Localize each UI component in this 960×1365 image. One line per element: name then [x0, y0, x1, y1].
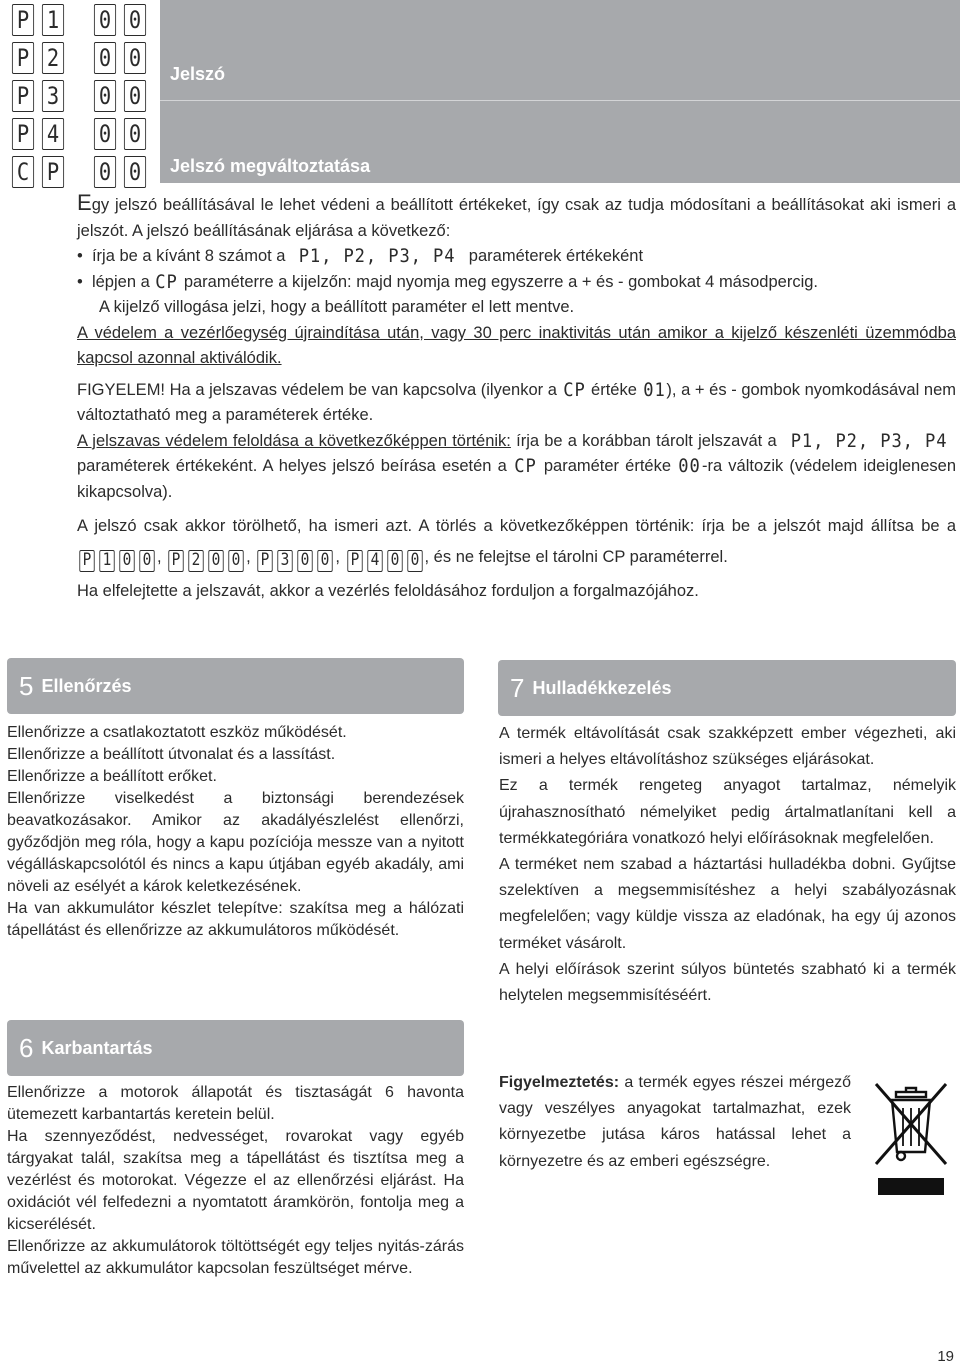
lcd-digit: 0	[94, 118, 116, 150]
lcd-digit: 0	[124, 42, 146, 74]
lcd-digit: P	[169, 550, 184, 572]
display-row	[10, 156, 148, 190]
paragraph: Ha szennyeződést, nedvességet, rovarokat vagy egyéb tárgyakat talál, szakítsa meg a tápellátást és tisztítsa meg a vezérlést és motorokat. Végezze el az ellenőrzési eljárást. Ha oxidációt vél felfedezni a nyomtatott áramkörön, fontolja meg a kicserélését.	[7, 1128, 464, 1233]
lcd-digit: 0	[124, 118, 146, 150]
lcd-digit: P	[12, 42, 34, 74]
lcd-digit: 0	[124, 4, 146, 36]
lcd-digit: P	[12, 118, 34, 150]
display-row	[10, 42, 148, 76]
section-title: Jelszó	[170, 64, 226, 84]
lcd-code-group	[256, 550, 334, 572]
lcd-digit: 0	[387, 550, 402, 572]
lcd-digit: 0	[318, 550, 333, 572]
lcd-digit: P	[12, 80, 34, 112]
lcd-digit: 4	[42, 118, 64, 150]
crossed-out-wheelie-bin-icon	[870, 1078, 952, 1196]
lcd-digit: P	[42, 156, 64, 188]
lcd-digit: 1	[99, 550, 114, 572]
paragraph: Ha van akkumulátor készlet telepítve: szakítsa meg a hálózati tápellátást és ellenőrizze az akkumulátoros működését.	[7, 900, 464, 939]
lcd-digit: 0	[94, 156, 116, 188]
lcd-digit: 3	[42, 80, 64, 112]
header-divider	[160, 100, 960, 101]
warning-paragraph: FIGYELEM! Ha a jelszavas védelem be van kapcsolva (ilyenkor a CP értéke 01), a + és - gombok nyomkodásával nem változtatható meg a paraméterek értéke.	[77, 378, 956, 424]
display-parameter-grid	[10, 4, 148, 194]
lcd-digit: 0	[124, 80, 146, 112]
lcd-code-group	[78, 550, 156, 572]
section-subtitle: Jelszó megváltoztatása	[170, 156, 371, 176]
paragraph: Ez a termék rengeteg anyagot tartalmaz, némelyik újrahasznosítható némelyiket pedig ártalmatlanítani kell a termékkategóriára vonatkozó helyi előírásoknak megfelelően.	[499, 777, 956, 847]
disposal-warning: Figyelmeztetés: a termék egyes részei mérgező vagy veszélyes anyagokat tartalmazhat, ezek környezetbe jutása káros hatással lehet a környezetre és az emberi egészségre.	[499, 1074, 851, 1170]
paragraph: Ellenőrizze a beállított útvonalat és a lassítást.	[7, 746, 336, 763]
lcd-digit: P	[12, 4, 34, 36]
paragraph: Ellenőrizze viselkedést a biztonsági berendezések beavatkozásakor. Amikor az akadályészlelést ellenőrzi, győződjön meg róla, hogy a kapu pozíciója messze van a nyitott végálláskapcsolótól és nincs a kapu útjában egyéb akadály, ami növeli az esélyét a károk keletkezésének.	[7, 790, 464, 895]
lcd-digit: 0	[407, 550, 422, 572]
lcd-digit: 0	[298, 550, 313, 572]
section-6-body	[7, 1082, 464, 1280]
password-instructions	[77, 190, 956, 605]
paragraph: A terméket nem szabad a háztartási hulladékba dobni. Gyűjtse szelektíven a megsemmisítéshez a helyi szabályozásnak megfelelően; vagy küldje vissza az eladónak, ha egy új azonos terméket vásárolt.	[499, 856, 956, 952]
lcd-digit: 0	[94, 80, 116, 112]
lcd-code-group	[167, 550, 245, 572]
lcd-digit: C	[12, 156, 34, 188]
lcd-digit: 4	[367, 550, 382, 572]
paragraph: A helyi előírások szerint súlyos büntetés szabható ki a termék helytelen megsemmisítéséért.	[499, 960, 956, 1005]
list-item: • lépjen a CP paraméterre a kijelzőn: majd nyomja meg egyszerre a + és - gombokat 4 másodpercig. A kijelző villogása jelzi, hogy a beállított paraméter el lett mentve.	[77, 270, 956, 321]
section-header-5: 5 Ellenőrzés	[7, 658, 464, 714]
paragraph: A termék eltávolítását csak szakképzett ember végezheti, aki ismeri a helyes eltávolításhoz szükséges eljárásokat.	[499, 725, 956, 769]
delete-code-sequence: P 1 0 0 , P 2 0 0 , P 3 0 0 , P 4 0 0	[77, 548, 425, 566]
bullet: •	[77, 272, 92, 291]
activation-paragraph: A védelem a vezérlőegység újraindítása után, vagy 30 perc inaktivitás után amikor a kijelző készenléti üzemmódba kapcsol azonnal aktiválódik.	[77, 323, 956, 367]
paragraph: Ellenőrizze a motorok állapotát és tisztaságát 6 havonta ütemezett karbantartás keretein belül.	[7, 1084, 464, 1123]
lcd-digit: 1	[42, 4, 64, 36]
unlock-paragraph: A jelszavas védelem feloldása a következőképpen történik: írja be a korábban tárolt jelszavát a P1, P2, P3, P4 paraméterek értékeként. A helyes jelszó beírása esetén a CP paraméter értéke 00-ra változik (védelem ideiglenesen kikapcsolva).	[77, 429, 956, 501]
lcd-digit: 2	[42, 42, 64, 74]
lcd-digit: 0	[124, 156, 146, 188]
display-row	[10, 4, 148, 38]
lcd-digit: 0	[94, 42, 116, 74]
section-5-body	[7, 722, 464, 942]
lcd-digit: 0	[94, 4, 116, 36]
param-code: CP	[155, 270, 178, 293]
lcd-digit: P	[79, 550, 94, 572]
forgotten-password-paragraph: Ha elfelejtette a jelszavát, akkor a vezérlés feloldásához forduljon a forgalmazójához.	[77, 582, 699, 600]
section-header-7: 7 Hulladékkezelés	[498, 660, 956, 716]
display-row	[10, 118, 148, 152]
lcd-code-group	[346, 550, 424, 572]
lcd-digit: 2	[189, 550, 204, 572]
param-codes: P1, P2, P3, P4	[298, 245, 456, 267]
lcd-digit: 3	[278, 550, 293, 572]
section-header-6: 6 Karbantartás	[7, 1020, 464, 1076]
paragraph: Ellenőrizze a beállított erőket.	[7, 768, 217, 785]
lcd-digit: 0	[229, 550, 244, 572]
steps-list	[77, 244, 956, 321]
list-item-continuation: A kijelző villogása jelzi, hogy a beállított paraméter el lett mentve.	[99, 298, 575, 316]
list-item: • írja be a kívánt 8 számot a P1, P2, P3, P4 paraméterek értékeként	[77, 244, 956, 270]
paragraph: Ellenőrizze az akkumulátorok töltöttségét egy teljes nyitás-zárás művelettel az akkumulátor kapcsolan feszültséget mérve.	[7, 1238, 464, 1277]
paragraph: Ellenőrizze a csatlakoztatott eszköz működését.	[7, 724, 347, 741]
bullet: •	[77, 247, 92, 265]
lcd-digit: 0	[209, 550, 224, 572]
lcd-digit: P	[347, 550, 362, 572]
lcd-digit: 0	[119, 550, 134, 572]
page-number: 19	[937, 1348, 954, 1365]
lcd-digit: 0	[139, 550, 154, 572]
intro-paragraph: Egy jelszó beállításával le lehet védeni a beállított értékeket, így csak az tudja módosítani a beállításokat aki ismeri a jelszót. A jelszó beállításának eljárása a következő:	[77, 190, 956, 240]
section-7-body	[499, 721, 956, 1009]
delete-paragraph: A jelszó csak akkor törölhető, ha ismeri azt. A törlés a következőképpen történik: írja be a jelszót majd állítsa be a P 1 0 0 , P 2 0 0 , P 3 0 0 , P 4 0 0 , és ne felejtse el tárolni CP paraméterrel.	[77, 517, 956, 570]
display-row	[10, 80, 148, 114]
lcd-digit: P	[258, 550, 273, 572]
